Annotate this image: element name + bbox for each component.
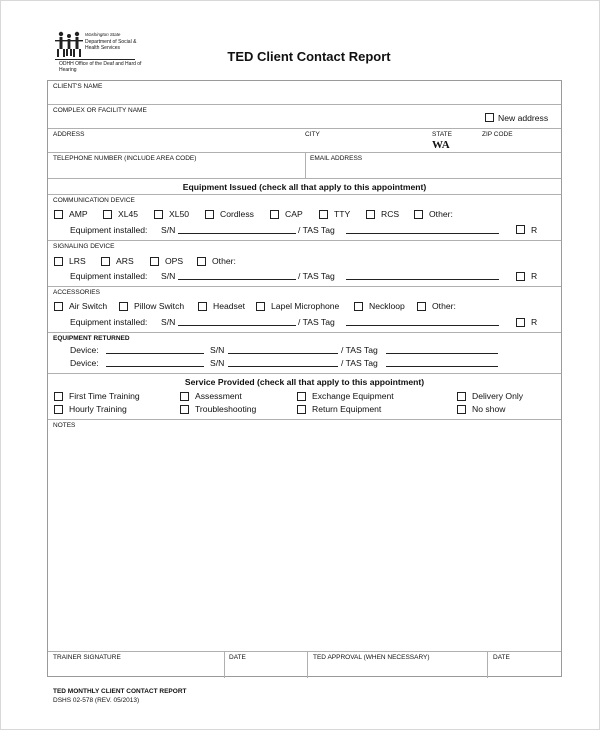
- xl50-checkbox[interactable]: [154, 210, 163, 219]
- hourly-training-checkbox[interactable]: [54, 405, 63, 414]
- signal-sn-field[interactable]: [178, 279, 296, 280]
- phone-label: TELEPHONE NUMBER (INCLUDE AREA CODE): [53, 155, 197, 162]
- signal-installed-label: Equipment installed:: [70, 271, 148, 281]
- notes-area[interactable]: [48, 431, 561, 651]
- headset-label: Headset: [213, 301, 246, 311]
- client-name-label: CLIENT'S NAME: [53, 83, 103, 90]
- returned-tas-label-1: / TAS Tag: [341, 345, 378, 355]
- acc-r-label: R: [531, 317, 538, 327]
- signal-other-checkbox[interactable]: [197, 257, 206, 266]
- accessories-label: ACCESSORIES: [53, 289, 100, 296]
- rcs-checkbox[interactable]: [366, 210, 375, 219]
- approval-date-label: DATE: [493, 654, 510, 661]
- acc-r-checkbox[interactable]: [516, 318, 525, 327]
- first-time-training-label: First Time Training: [69, 391, 140, 401]
- returned-sn-label-2: S/N: [210, 358, 225, 368]
- acc-sn-label: S/N: [161, 317, 176, 327]
- cap-checkbox[interactable]: [270, 210, 279, 219]
- headset-checkbox[interactable]: [198, 302, 207, 311]
- trainer-signature-field[interactable]: [48, 662, 224, 676]
- acc-sn-field[interactable]: [178, 325, 296, 326]
- address-label: ADDRESS: [53, 131, 85, 138]
- comm-sn-label: S/N: [161, 225, 176, 235]
- assessment-label: Assessment: [195, 391, 242, 401]
- rcs-label: RCS: [381, 209, 400, 219]
- neckloop-label: Neckloop: [369, 301, 405, 311]
- signal-r-checkbox[interactable]: [516, 272, 525, 281]
- ars-checkbox[interactable]: [101, 257, 110, 266]
- acc-other-label: Other:: [432, 301, 456, 311]
- equipment-issued-header: Equipment Issued (check all that apply to this appointment): [182, 182, 427, 192]
- service-provided-header: Service Provided (check all that apply to this appointment): [184, 377, 425, 387]
- assessment-checkbox[interactable]: [180, 392, 189, 401]
- comm-sn-field[interactable]: [178, 233, 296, 234]
- first-time-training-checkbox[interactable]: [54, 392, 63, 401]
- return-equipment-label: Return Equipment: [312, 404, 382, 414]
- footer-form-number: DSHS 02-578 (REV. 05/2013): [53, 697, 140, 704]
- lrs-checkbox[interactable]: [54, 257, 63, 266]
- tty-checkbox[interactable]: [319, 210, 328, 219]
- signal-sn-label: S/N: [161, 271, 176, 281]
- signaling-device-label: SIGNALING DEVICE: [53, 243, 115, 250]
- trainer-signature-label: TRAINER SIGNATURE: [53, 654, 121, 661]
- equipment-returned-label: EQUIPMENT RETURNED: [53, 335, 130, 342]
- acc-installed-label: Equipment installed:: [70, 317, 148, 327]
- tty-label: TTY: [334, 209, 351, 219]
- cordless-checkbox[interactable]: [205, 210, 214, 219]
- returned-sn-label-1: S/N: [210, 345, 225, 355]
- returned-device-label-1: Device:: [70, 345, 99, 355]
- comm-r-label: R: [531, 225, 538, 235]
- logo-odhh-text: ODHH Office of the Deaf and Hard of Hearing: [59, 61, 142, 73]
- page-title: TED Client Contact Report: [227, 49, 391, 64]
- comm-tas-label: / TAS Tag: [298, 225, 335, 235]
- returned-tas-field-2[interactable]: [386, 366, 498, 367]
- return-equipment-checkbox[interactable]: [297, 405, 306, 414]
- comm-other-checkbox[interactable]: [414, 210, 423, 219]
- exchange-equipment-label: Exchange Equipment: [312, 391, 394, 401]
- ted-approval-label: TED APPROVAL (WHEN NECESSARY): [313, 654, 430, 661]
- air-switch-checkbox[interactable]: [54, 302, 63, 311]
- no-show-label: No show: [472, 404, 506, 414]
- acc-other-checkbox[interactable]: [417, 302, 426, 311]
- zip-label: ZIP CODE: [482, 131, 513, 138]
- report-form: [47, 80, 562, 677]
- ars-label: ARS: [116, 256, 134, 266]
- lapel-microphone-label: Lapel Microphone: [271, 301, 340, 311]
- xl45-checkbox[interactable]: [103, 210, 112, 219]
- returned-device-label-2: Device:: [70, 358, 99, 368]
- ops-checkbox[interactable]: [150, 257, 159, 266]
- no-show-checkbox[interactable]: [457, 405, 466, 414]
- comm-r-checkbox[interactable]: [516, 225, 525, 234]
- logo-dept-text: Department of Social & Health Services: [85, 39, 137, 51]
- delivery-only-checkbox[interactable]: [457, 392, 466, 401]
- notes-label: NOTES: [53, 422, 76, 429]
- pillow-switch-checkbox[interactable]: [119, 302, 128, 311]
- signal-r-label: R: [531, 271, 538, 281]
- comm-installed-label: Equipment installed:: [70, 225, 148, 235]
- cap-label: CAP: [285, 209, 303, 219]
- acc-tas-label: / TAS Tag: [298, 317, 335, 327]
- trainer-date-label: DATE: [229, 654, 246, 661]
- acc-tas-field[interactable]: [346, 325, 499, 326]
- footer-form-title: TED MONTHLY CLIENT CONTACT REPORT: [53, 688, 187, 695]
- xl45-label: XL45: [118, 209, 139, 219]
- amp-checkbox[interactable]: [54, 210, 63, 219]
- amp-label: AMP: [69, 209, 88, 219]
- xl50-label: XL50: [169, 209, 190, 219]
- hourly-training-label: Hourly Training: [69, 404, 127, 414]
- comm-tas-field[interactable]: [346, 233, 499, 234]
- air-switch-label: Air Switch: [69, 301, 108, 311]
- troubleshooting-checkbox[interactable]: [180, 405, 189, 414]
- signal-other-label: Other:: [212, 256, 236, 266]
- state-label: STATE: [432, 131, 452, 138]
- lrs-label: LRS: [69, 256, 86, 266]
- delivery-only-label: Delivery Only: [472, 391, 524, 401]
- email-label: EMAIL ADDRESS: [310, 155, 363, 162]
- signal-tas-field[interactable]: [346, 279, 499, 280]
- exchange-equipment-checkbox[interactable]: [297, 392, 306, 401]
- troubleshooting-label: Troubleshooting: [195, 404, 257, 414]
- lapel-microphone-checkbox[interactable]: [256, 302, 265, 311]
- comm-other-label: Other:: [429, 209, 453, 219]
- cordless-label: Cordless: [220, 209, 254, 219]
- pillow-switch-label: Pillow Switch: [134, 301, 185, 311]
- signal-tas-label: / TAS Tag: [298, 271, 335, 281]
- returned-sn-field-2[interactable]: [228, 366, 338, 367]
- city-label: CITY: [305, 131, 320, 138]
- neckloop-checkbox[interactable]: [354, 302, 363, 311]
- logo-state-text: Washington State: [85, 32, 121, 37]
- returned-device-field-1[interactable]: [106, 353, 204, 354]
- state-value: WA: [432, 139, 450, 151]
- returned-sn-field-1[interactable]: [228, 353, 338, 354]
- new-address-checkbox[interactable]: [485, 113, 494, 122]
- returned-tas-label-2: / TAS Tag: [341, 358, 378, 368]
- returned-device-field-2[interactable]: [106, 366, 204, 367]
- new-address-label: New address: [498, 113, 549, 123]
- communication-device-label: COMMUNICATION DEVICE: [53, 197, 135, 204]
- returned-tas-field-1[interactable]: [386, 353, 498, 354]
- ops-label: OPS: [165, 256, 184, 266]
- facility-label: COMPLEX OR FACILITY NAME: [53, 107, 147, 114]
